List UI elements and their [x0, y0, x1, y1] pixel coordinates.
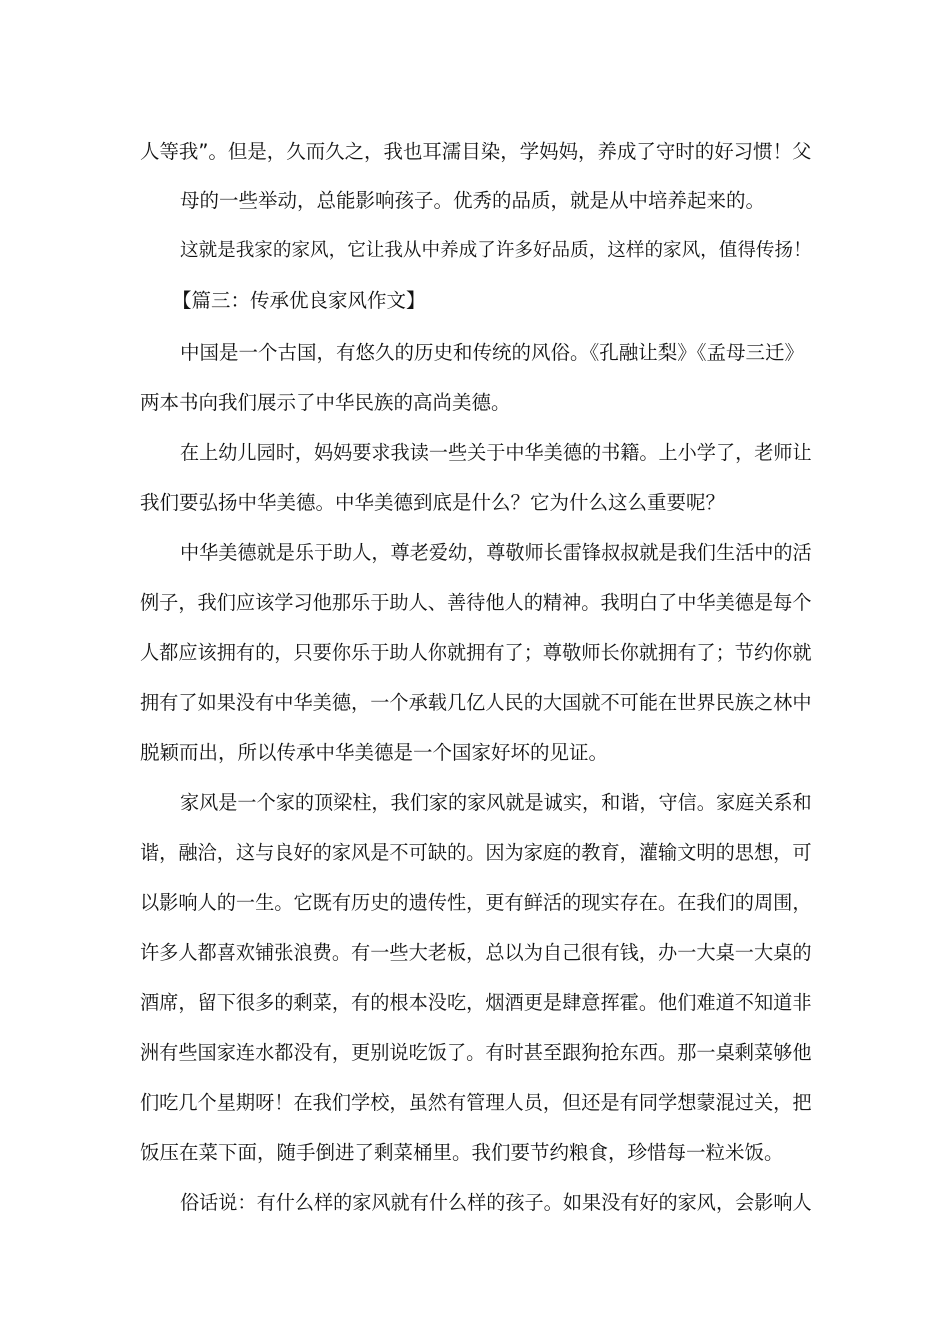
text-line: [0, 487, 950, 519]
line-text: 酒席，留下很多的剩菜，有的根本没吃，烟酒更是肆意挥霍。他们难道不知道非: [140, 991, 812, 1014]
line-text: 许多人都喜欢铺张浪费。有一些大老板，总以为自己很有钱，办一大桌一大桌的: [140, 941, 812, 964]
line-text: 拥有了如果没有中华美德，一个承载几亿人民的大国就不可能在世界民族之林中: [140, 691, 812, 714]
text-line: [0, 136, 950, 168]
text-line: [0, 1037, 950, 1069]
text-line: [0, 1087, 950, 1119]
line-text: 【篇三：传承优良家风作文】: [172, 289, 426, 312]
text-line: [0, 687, 950, 719]
line-text: 在上幼儿园时，妈妈要求我读一些关于中华美德的书籍。上小学了，老师让: [180, 441, 812, 464]
text-line: [0, 787, 950, 819]
text-line: [0, 337, 950, 369]
line-text: 洲有些国家连水都没有，更别说吃饭了。有时甚至跟狗抢东西。那一桌剩菜够他: [140, 1041, 812, 1064]
line-text: 们吃几个星期呀！在我们学校，虽然有管理人员，但还是有同学想蒙混过关，把: [140, 1091, 812, 1114]
text-line: [0, 737, 950, 769]
line-text: 家风是一个家的顶梁柱，我们家的家风就是诚实，和谐，守信。家庭关系和: [180, 791, 812, 814]
line-text: 两本书向我们展示了中华民族的高尚美德。: [140, 391, 511, 414]
line-text: 脱颖而出，所以传承中华美德是一个国家好坏的见证。: [140, 741, 609, 764]
text-line: [0, 537, 950, 569]
line-text: 母的一些举动，总能影响孩子。优秀的品质，就是从中培养起来的。: [180, 189, 766, 212]
text-line: [0, 437, 950, 469]
line-text: 俗话说：有什么样的家风就有什么样的孩子。如果没有好的家风，会影响人: [180, 1191, 812, 1214]
text-line: [0, 387, 950, 419]
text-line: [0, 185, 950, 217]
line-text: 我们要弘扬中华美德。中华美德到底是什么？它为什么这么重要呢？: [140, 491, 726, 514]
text-line: [0, 1187, 950, 1219]
line-text: 中国是一个古国，有悠久的历史和传统的风俗。《孔融让梨》《孟母三迁》: [180, 341, 805, 364]
line-text: 例子，我们应该学习他那乐于助人、善待他人的精神。我明白了中华美德是每个: [140, 591, 812, 614]
section-heading: [0, 285, 950, 317]
text-line: [0, 937, 950, 969]
line-text: 谐，融洽，这与良好的家风是不可缺的。因为家庭的教育，灌输文明的思想，可: [140, 841, 812, 864]
text-line: [0, 587, 950, 619]
line-text: 这就是我家的家风，它让我从中养成了许多好品质，这样的家风，值得传扬！: [180, 240, 812, 261]
line-text: 人等我”。但是，久而久之，我也耳濡目染，学妈妈，养成了守时的好习惯！父: [140, 140, 812, 163]
line-text: 中华美德就是乐于助人，尊老爱幼，尊敬师长雷锋叔叔就是我们生活中的活: [180, 541, 812, 564]
line-text: 人都应该拥有的，只要你乐于助人你就拥有了；尊敬师长你就拥有了；节约你就: [140, 641, 812, 664]
text-line: [0, 1137, 950, 1169]
line-text: 以影响人的一生。它既有历史的遗传性，更有鲜活的现实存在。在我们的周围，: [140, 891, 812, 914]
text-line: [0, 987, 950, 1019]
text-line: [0, 637, 950, 669]
text-line: [0, 887, 950, 919]
line-text: 饭压在菜下面，随手倒进了剩菜桶里。我们要节约粮食，珍惜每一粒米饭。: [140, 1141, 784, 1164]
text-line: [0, 837, 950, 869]
text-line: [0, 235, 950, 267]
